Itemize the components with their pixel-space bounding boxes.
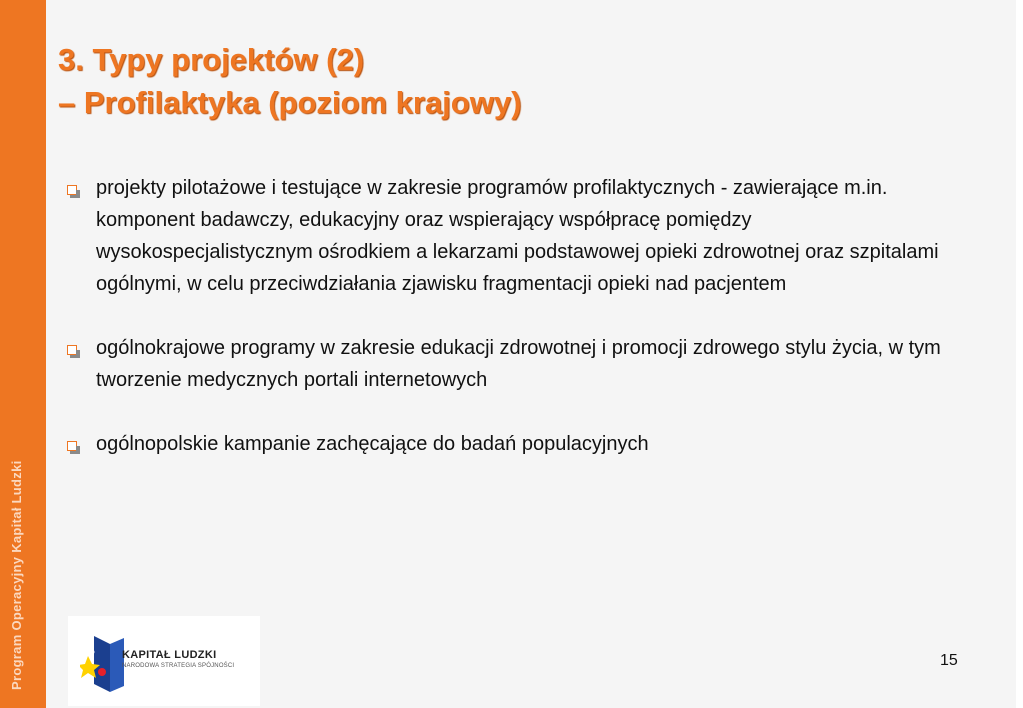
bullet-item bbox=[66, 332, 966, 396]
bullet-item bbox=[66, 428, 966, 460]
bullet-text: projekty pilotażowe i testujące w zakresie programów profilaktycznych - zawierające m.in. komponent badawczy, edukacyjny oraz wspierający współpracę pomiędzy wysokospecjalistycznym ośrodkiem a lekarzami podstawowej opieki zdrowotnej oraz szpitalami ogólnymi, w celu przeciwdziałania zjawisku fragmentacji opieki nad pacjentem bbox=[96, 177, 939, 295]
square-bullet-icon bbox=[67, 185, 77, 195]
sidebar-band bbox=[0, 0, 46, 708]
slide-title-line1: 3. Typy projektów (2) bbox=[58, 42, 365, 77]
bullet-item bbox=[66, 172, 966, 300]
bullet-text: ogólnopolskie kampanie zachęcające do badań populacyjnych bbox=[96, 433, 649, 455]
square-bullet-icon bbox=[67, 345, 77, 355]
bullet-list bbox=[66, 172, 966, 460]
logo-name: KAPITAŁ LUDZKI bbox=[122, 649, 217, 661]
right-edge bbox=[1016, 0, 1023, 708]
bullet-text: ogólnokrajowe programy w zakresie edukacji zdrowotnej i promocji zdrowego stylu życia, w tym tworzenie medycznych portali internetowych bbox=[96, 337, 941, 391]
sidebar-program-label: Program Operacyjny Kapitał Ludzki bbox=[9, 460, 24, 690]
kapital-ludzki-logo bbox=[68, 616, 260, 706]
square-bullet-icon bbox=[67, 441, 77, 451]
slide-title bbox=[58, 38, 521, 124]
page-number: 15 bbox=[940, 652, 958, 669]
logo-subtitle: NARODOWA STRATEGIA SPÓJNOŚCI bbox=[122, 663, 235, 669]
slide-title-line2: – Profilaktyka (poziom krajowy) bbox=[58, 85, 522, 120]
